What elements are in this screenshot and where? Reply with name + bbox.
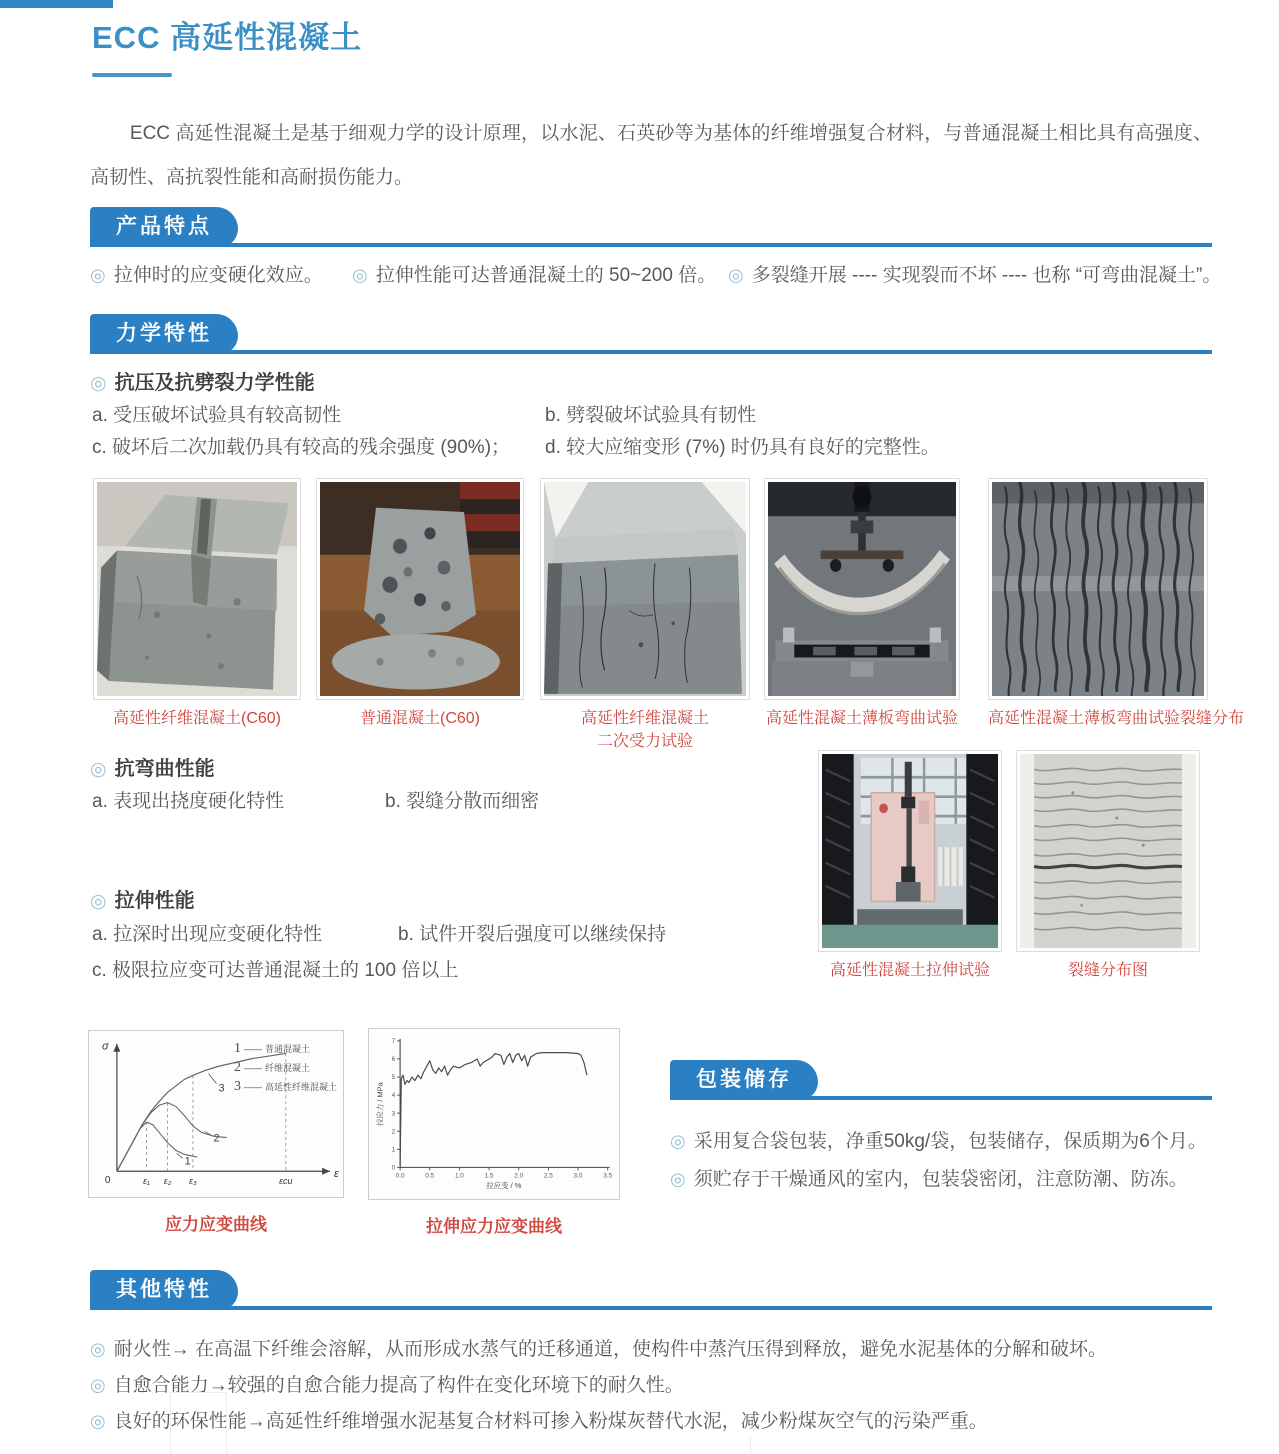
mech-item-b: b. 劈裂破坏试验具有韧性	[545, 405, 757, 426]
feature-bullet-1	[90, 260, 323, 287]
photo-ecc-cube-c60	[93, 478, 301, 700]
chart-figure-stress-strain	[88, 1030, 344, 1235]
page-title: ECC 高延性混凝土	[92, 20, 363, 55]
x-tick: 3.0	[573, 1172, 583, 1180]
tensile-stress-strain-chart	[368, 1028, 620, 1200]
double-circle-bullet-icon: ◎	[90, 265, 106, 285]
section-header-packaging	[670, 1060, 818, 1100]
photo-caption-line2: 二次受力试验	[596, 733, 693, 750]
section-rule-other	[90, 1306, 1212, 1310]
double-circle-bullet-icon: ◎	[90, 1411, 106, 1431]
section-heading-label: 其他特性	[116, 1278, 212, 1301]
subhead-compression	[90, 366, 315, 395]
packaging-bullet-text: 须贮存于干燥通风的室内，包装袋密闭，注意防潮、防冻。	[693, 1169, 1188, 1190]
feature-bullet-text: 拉伸时的应变硬化效应。	[113, 265, 323, 286]
origin-label: 0	[104, 1175, 111, 1187]
photo-thin-plate-bending-test	[764, 478, 960, 700]
other-bullet-text: 良好的环保性能→高延性纤维增强水泥基复合材料可掺入粉煤灰替代水泥，减少粉煤灰空气的污染严重。	[113, 1411, 988, 1432]
y-tick: 7	[391, 1037, 396, 1045]
legend-num: 2	[233, 1059, 241, 1075]
schematic-curve-2	[117, 1103, 227, 1172]
photo-caption: 高延性混凝土拉伸试验	[829, 962, 990, 979]
y-tick: 0	[391, 1164, 396, 1172]
subhead-bending	[90, 752, 215, 781]
feature-bullet-3	[728, 260, 1221, 287]
photo-normal-concrete-c60	[316, 478, 524, 700]
photo-bending-crack-distribution	[988, 478, 1208, 700]
other-bullet-text: 自愈合能力→较强的自愈合能力提高了构件在变化环境下的耐久性。	[113, 1375, 684, 1396]
section-header-mechanical	[90, 314, 238, 354]
tensile-curve	[400, 1053, 587, 1168]
double-circle-bullet-icon: ◎	[90, 891, 107, 912]
section-header-other	[90, 1270, 238, 1310]
title-underline	[92, 73, 172, 77]
section-heading-label: 产品特点	[116, 215, 212, 238]
legend-num: 1	[233, 1040, 241, 1056]
photo-caption: 高延性混凝土薄板弯曲试验裂缝分布	[988, 710, 1245, 727]
y-tick: 1	[391, 1146, 396, 1154]
bend-item-b: b. 裂缝分散而细密	[385, 791, 540, 812]
legend-dash: ——	[243, 1043, 262, 1054]
mech-item-d: d. 较大应缩变形 (7%) 时仍具有良好的完整性。	[545, 437, 940, 458]
photo-figure-ecc-cube	[93, 478, 301, 730]
double-circle-bullet-icon: ◎	[670, 1131, 686, 1151]
guide-label-3: ε₃	[189, 1176, 197, 1187]
mech-item-a: a. 受压破坏试验具有较高韧性	[92, 405, 342, 426]
guide-label-2: ε₂	[163, 1176, 172, 1187]
horizontal-cracks-photo-illustration	[1020, 754, 1196, 948]
section-heading-label: 包装储存	[696, 1068, 792, 1091]
x-tick: 2.0	[514, 1172, 524, 1180]
double-circle-bullet-icon: ◎	[90, 1375, 106, 1395]
x-tick: 0.5	[425, 1172, 435, 1180]
tensile-machine-photo-illustration	[822, 754, 998, 948]
double-circle-bullet-icon: ◎	[670, 1169, 686, 1189]
guide-label-4: εcu	[279, 1176, 293, 1187]
photo-figure-ecc-second-loading	[540, 478, 750, 753]
section-heading-label: 力学特性	[116, 322, 212, 345]
chart-caption: 应力应变曲线	[165, 1215, 267, 1234]
photo-tensile-test-machine	[818, 750, 1002, 952]
photo-crack-distribution-map	[1016, 750, 1200, 952]
curve-label-3: 3	[218, 1082, 225, 1095]
ecc-cube-photo-illustration	[97, 482, 297, 696]
guide-label-1: ε₁	[143, 1176, 150, 1187]
subhead-tensile	[90, 884, 195, 913]
photo-caption: 普通混凝土(C60)	[359, 710, 480, 727]
bending-test-photo-illustration	[768, 482, 956, 696]
other-bullet-1	[90, 1334, 1107, 1361]
cracked-cube-photo-illustration	[544, 482, 746, 696]
x-axis-label: 拉应变 / %	[486, 1181, 522, 1191]
y-axis-label: 拉应力 / MPa	[375, 1082, 385, 1126]
feature-bullet-text: 多裂缝开展 ---- 实现裂而不坏 ---- 也称 “可弯曲混凝土”。	[751, 265, 1222, 286]
intro-paragraph: ECC 高延性混凝土是基于细观力学的设计原理，以水泥、石英砂等为基体的纤维增强复合材料，与普通混凝土相比具有高强度、高韧性、高抗裂性能和高耐损伤能力。	[90, 123, 1212, 188]
subhead-label: 拉伸性能	[114, 890, 195, 912]
legend-dash: ——	[243, 1062, 262, 1073]
photo-figure-tensile-machine	[818, 750, 1002, 982]
double-circle-bullet-icon: ◎	[90, 759, 107, 780]
curve-label-2: 2	[213, 1132, 220, 1145]
other-bullet-text: 耐火性→ 在高温下纤维会溶解，从而形成水蒸气的迁移通道，使构件中蒸汽压得到释放，避免水泥基体的分解和破坏。	[113, 1339, 1108, 1360]
double-circle-bullet-icon: ◎	[728, 265, 744, 285]
photo-figure-bending-test	[764, 478, 960, 730]
curve-label-1: 1	[184, 1155, 191, 1168]
photo-caption: 裂缝分布图	[1067, 962, 1148, 979]
legend-label: 纤维混凝土	[264, 1063, 310, 1073]
ghost-watermark-line	[748, 1436, 751, 1454]
chart-legend	[234, 1039, 337, 1096]
double-circle-bullet-icon: ◎	[90, 1339, 106, 1359]
tensile-chart-svg	[369, 1029, 619, 1199]
tensile-item-a: a. 拉深时出现应变硬化特性	[92, 924, 323, 945]
photo-figure-bending-cracks	[988, 478, 1245, 730]
tensile-item-c: c. 极限拉应变可达普通混凝土的 100 倍以上	[92, 960, 459, 981]
y-tick: 5	[391, 1074, 396, 1082]
legend-num: 3	[233, 1078, 241, 1094]
legend-label: 普通混凝土	[264, 1044, 310, 1054]
crushed-concrete-photo-illustration	[320, 482, 520, 696]
chart-figure-tensile-curve	[368, 1028, 620, 1237]
chart-caption: 拉伸应力应变曲线	[426, 1217, 562, 1236]
photo-figure-normal-concrete	[316, 478, 524, 730]
vertical-cracks-photo-illustration	[992, 482, 1204, 696]
legend-item	[234, 1039, 337, 1058]
tensile-item-b: b. 试件开裂后强度可以继续保持	[398, 924, 667, 945]
photo-figure-crack-map	[1016, 750, 1200, 982]
double-circle-bullet-icon: ◎	[90, 373, 107, 394]
x-axis-label: ε	[334, 1168, 339, 1181]
legend-item	[234, 1058, 337, 1077]
feature-bullet-text: 拉伸性能可达普通混凝土的 50~200 倍。	[375, 265, 717, 286]
ghost-watermark-shape	[170, 1392, 227, 1454]
top-edge-accent-strip	[0, 0, 113, 8]
y-tick: 6	[391, 1056, 396, 1064]
stress-strain-schematic-chart	[88, 1030, 344, 1198]
legend-label: 高延性纤维混凝土	[264, 1082, 337, 1092]
y-axis-label: σ	[101, 1040, 109, 1053]
x-tick: 1.0	[454, 1172, 464, 1180]
photo-caption: 高延性混凝土薄板弯曲试验	[765, 710, 958, 727]
mech-item-c: c. 破坏后二次加载仍具有较高的残余强度 (90%)；	[92, 437, 511, 458]
packaging-bullet-2	[670, 1164, 1188, 1191]
x-tick: 0.0	[395, 1172, 405, 1180]
photo-caption: 高延性纤维混凝土	[580, 710, 709, 727]
section-rule-mechanical	[90, 350, 1212, 354]
legend-item	[234, 1077, 337, 1096]
double-circle-bullet-icon: ◎	[352, 265, 368, 285]
photo-caption: 高延性纤维混凝土(C60)	[112, 710, 281, 727]
section-header-features	[90, 207, 238, 247]
y-tick: 4	[391, 1092, 396, 1100]
x-tick: 3.5	[603, 1172, 613, 1180]
subhead-label: 抗弯曲性能	[114, 758, 215, 780]
packaging-bullet-text: 采用复合袋包装，净重50kg/袋，包装储存，保质期为6个月。	[693, 1131, 1207, 1152]
photo-ecc-second-loading	[540, 478, 750, 700]
y-tick: 2	[391, 1128, 396, 1136]
y-tick: 3	[391, 1110, 396, 1118]
section-rule-features	[90, 243, 1212, 247]
feature-bullet-2	[352, 260, 716, 287]
subhead-label: 抗压及抗劈裂力学性能	[114, 372, 315, 394]
bend-item-a: a. 表现出挠度硬化特性	[92, 791, 285, 812]
legend-dash: ——	[243, 1081, 262, 1092]
packaging-bullet-1	[670, 1126, 1207, 1153]
x-tick: 1.5	[484, 1172, 494, 1180]
x-tick: 2.5	[543, 1172, 553, 1180]
